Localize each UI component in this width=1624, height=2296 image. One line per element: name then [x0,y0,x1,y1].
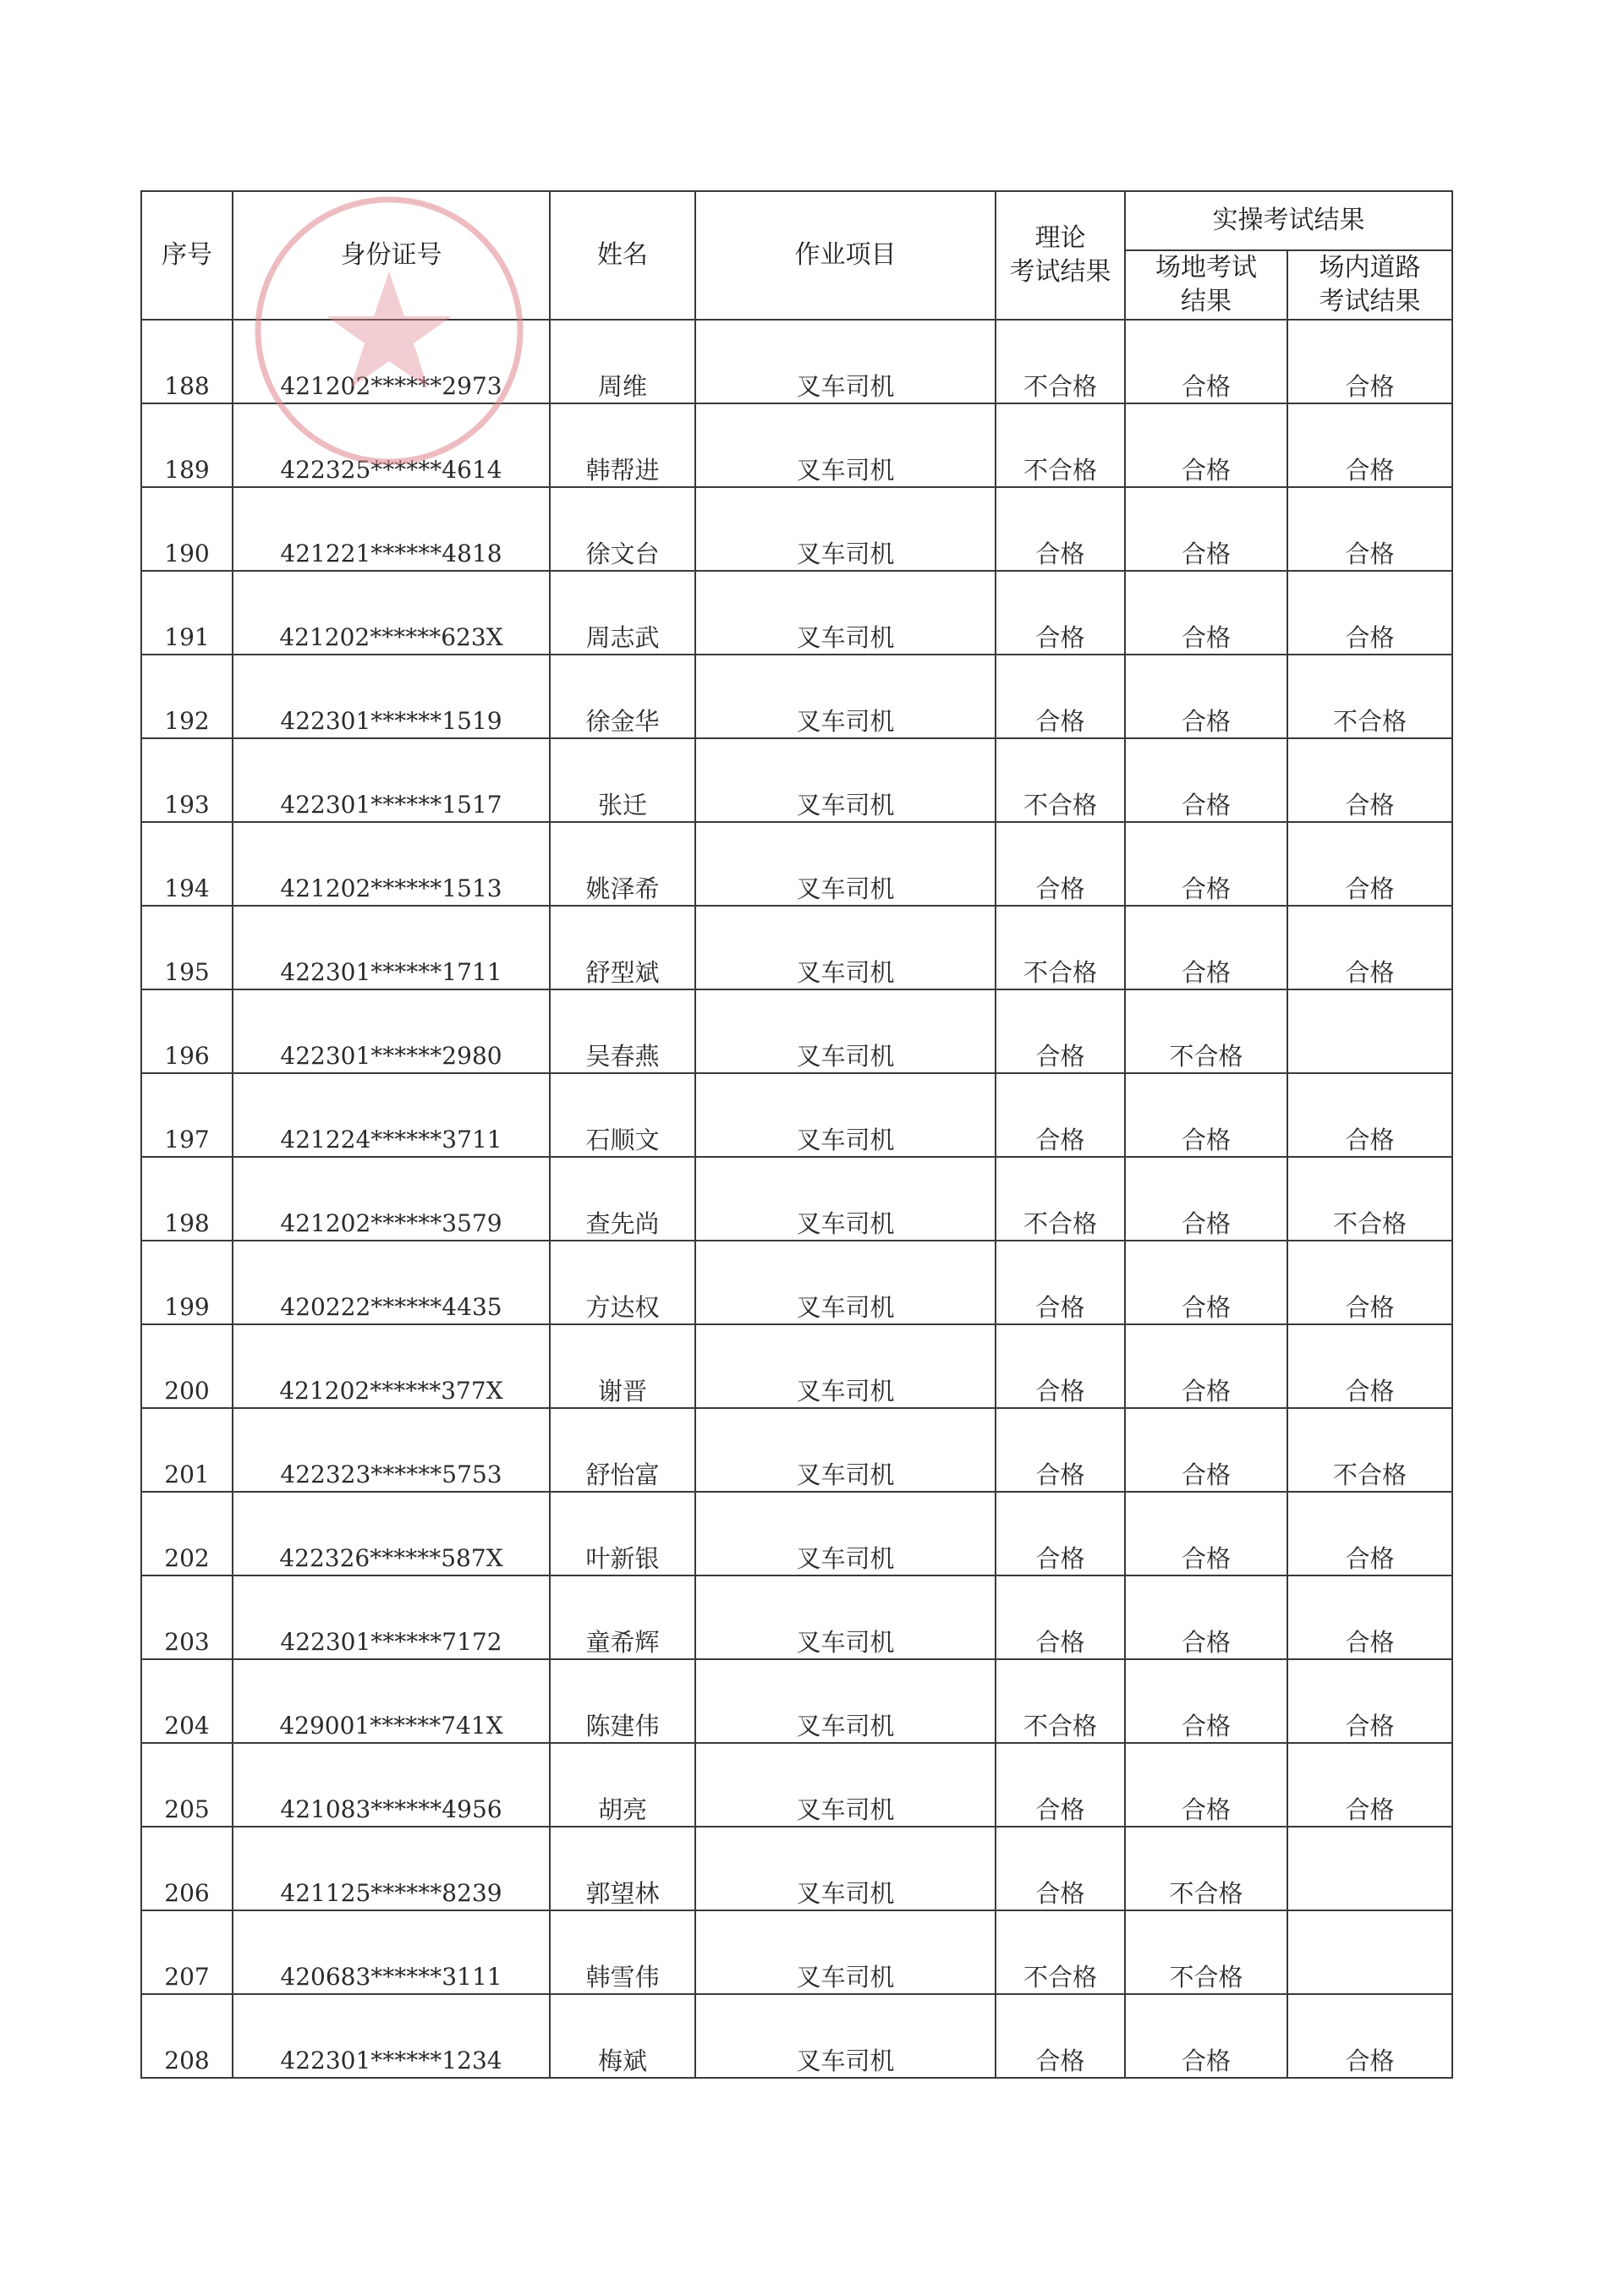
job-cell: 叉车司机 [695,1157,996,1241]
site-result-cell: 合格 [1125,320,1287,403]
theory-result-cell: 合格 [996,989,1125,1073]
id-cell: 421202******377X [233,1324,550,1408]
id-cell: 421224******3711 [233,1073,550,1157]
id-cell: 421202******3579 [233,1157,550,1241]
table-row [141,1994,1452,2078]
job-cell: 叉车司机 [695,571,996,655]
table-row [141,738,1452,822]
table-row [141,906,1452,989]
name-cell: 韩雪伟 [550,1910,695,1994]
site-result-cell: 合格 [1125,1073,1287,1157]
header-theory [996,191,1125,320]
seq-cell: 206 [141,1827,233,1910]
job-cell: 叉车司机 [695,989,996,1073]
header-site [1125,250,1287,320]
table-row [141,989,1452,1073]
table-row [141,1492,1452,1575]
name-cell: 吴春燕 [550,989,695,1073]
name-cell: 查先尚 [550,1157,695,1241]
name-cell: 周维 [550,320,695,403]
header-theory-line2: 考试结果 [1009,257,1111,287]
seq-cell: 191 [141,571,233,655]
name-cell: 方达权 [550,1241,695,1324]
road-result-cell: 合格 [1287,906,1452,989]
road-result-cell: 合格 [1287,822,1452,906]
site-result-cell: 合格 [1125,1743,1287,1827]
table-header [141,191,1452,320]
theory-result-cell: 不合格 [996,738,1125,822]
header-seq: 序号 [141,191,233,320]
table-body [141,320,1452,2078]
seq-cell: 195 [141,906,233,989]
theory-result-cell: 合格 [996,655,1125,738]
id-cell: 420683******3111 [233,1910,550,1994]
site-result-cell: 合格 [1125,403,1287,487]
id-cell: 421083******4956 [233,1743,550,1827]
site-result-cell: 不合格 [1125,989,1287,1073]
name-cell: 姚泽希 [550,822,695,906]
theory-result-cell: 不合格 [996,1910,1125,1994]
table-row [141,571,1452,655]
id-cell: 421202******2973 [233,320,550,403]
theory-result-cell: 合格 [996,571,1125,655]
job-cell: 叉车司机 [695,1492,996,1575]
name-cell: 陈建伟 [550,1659,695,1743]
seq-cell: 200 [141,1324,233,1408]
theory-result-cell: 不合格 [996,1659,1125,1743]
seq-cell: 188 [141,320,233,403]
theory-result-cell: 合格 [996,1073,1125,1157]
name-cell: 徐文台 [550,487,695,571]
job-cell: 叉车司机 [695,822,996,906]
id-cell: 422301******1234 [233,1994,550,2078]
job-cell: 叉车司机 [695,1827,996,1910]
job-cell: 叉车司机 [695,1659,996,1743]
site-result-cell: 合格 [1125,1659,1287,1743]
name-cell: 胡亮 [550,1743,695,1827]
theory-result-cell: 合格 [996,1994,1125,2078]
table-row [141,1157,1452,1241]
seq-cell: 205 [141,1743,233,1827]
road-result-cell: 合格 [1287,320,1452,403]
name-cell: 舒怡富 [550,1408,695,1492]
table-row [141,1073,1452,1157]
theory-result-cell: 合格 [996,487,1125,571]
road-result-cell: 不合格 [1287,655,1452,738]
seq-cell: 203 [141,1575,233,1659]
theory-result-cell: 合格 [996,1408,1125,1492]
id-cell: 422301******1711 [233,906,550,989]
name-cell: 张迁 [550,738,695,822]
seq-cell: 204 [141,1659,233,1743]
seq-cell: 198 [141,1157,233,1241]
job-cell: 叉车司机 [695,1743,996,1827]
id-cell: 421125******8239 [233,1827,550,1910]
job-cell: 叉车司机 [695,403,996,487]
header-theory-line1: 理论 [1034,223,1086,253]
header-practical: 实操考试结果 [1125,191,1452,250]
seq-cell: 190 [141,487,233,571]
theory-result-cell: 合格 [996,1743,1125,1827]
road-result-cell: 合格 [1287,1994,1452,2078]
header-site-line1: 场地考试 [1155,253,1257,282]
site-result-cell: 合格 [1125,1492,1287,1575]
site-result-cell: 合格 [1125,1324,1287,1408]
id-cell: 422326******587X [233,1492,550,1575]
theory-result-cell: 合格 [996,1827,1125,1910]
table-row [141,1241,1452,1324]
exam-results-table [140,190,1453,2079]
job-cell: 叉车司机 [695,738,996,822]
theory-result-cell: 不合格 [996,403,1125,487]
table-row [141,403,1452,487]
id-cell: 420222******4435 [233,1241,550,1324]
seq-cell: 192 [141,655,233,738]
theory-result-cell: 不合格 [996,906,1125,989]
name-cell: 舒型斌 [550,906,695,989]
road-result-cell [1287,1910,1452,1994]
theory-result-cell: 不合格 [996,1157,1125,1241]
table-row [141,1324,1452,1408]
name-cell: 童希辉 [550,1575,695,1659]
job-cell: 叉车司机 [695,1910,996,1994]
id-cell: 421221******4818 [233,487,550,571]
job-cell: 叉车司机 [695,655,996,738]
theory-result-cell: 合格 [996,1492,1125,1575]
job-cell: 叉车司机 [695,1324,996,1408]
site-result-cell: 合格 [1125,1994,1287,2078]
road-result-cell: 合格 [1287,1324,1452,1408]
table-row [141,1910,1452,1994]
road-result-cell [1287,1827,1452,1910]
site-result-cell: 不合格 [1125,1910,1287,1994]
job-cell: 叉车司机 [695,1073,996,1157]
name-cell: 郭望林 [550,1827,695,1910]
id-cell: 421202******1513 [233,822,550,906]
road-result-cell: 合格 [1287,1743,1452,1827]
job-cell: 叉车司机 [695,320,996,403]
job-cell: 叉车司机 [695,906,996,989]
seq-cell: 208 [141,1994,233,2078]
site-result-cell: 合格 [1125,571,1287,655]
job-cell: 叉车司机 [695,1994,996,2078]
name-cell: 叶新银 [550,1492,695,1575]
seq-cell: 199 [141,1241,233,1324]
header-road-line2: 考试结果 [1319,287,1421,316]
seq-cell: 189 [141,403,233,487]
job-cell: 叉车司机 [695,1408,996,1492]
id-cell: 422301******1517 [233,738,550,822]
id-cell: 422323******5753 [233,1408,550,1492]
road-result-cell: 不合格 [1287,1157,1452,1241]
site-result-cell: 合格 [1125,738,1287,822]
site-result-cell: 合格 [1125,487,1287,571]
site-result-cell: 不合格 [1125,1827,1287,1910]
theory-result-cell: 合格 [996,1324,1125,1408]
road-result-cell: 合格 [1287,1241,1452,1324]
table-row [141,487,1452,571]
site-result-cell: 合格 [1125,1157,1287,1241]
header-name: 姓名 [550,191,695,320]
road-result-cell: 合格 [1287,403,1452,487]
road-result-cell: 合格 [1287,738,1452,822]
table-row [141,1827,1452,1910]
road-result-cell: 合格 [1287,1659,1452,1743]
theory-result-cell: 合格 [996,1241,1125,1324]
table-row [141,1659,1452,1743]
seq-cell: 196 [141,989,233,1073]
job-cell: 叉车司机 [695,1241,996,1324]
id-cell: 422325******4614 [233,403,550,487]
table-row [141,1575,1452,1659]
theory-result-cell: 合格 [996,1575,1125,1659]
name-cell: 谢晋 [550,1324,695,1408]
road-result-cell: 不合格 [1287,1408,1452,1492]
table-row [141,1743,1452,1827]
site-result-cell: 合格 [1125,906,1287,989]
site-result-cell: 合格 [1125,1408,1287,1492]
seq-cell: 193 [141,738,233,822]
id-cell: 422301******2980 [233,989,550,1073]
id-cell: 422301******1519 [233,655,550,738]
road-result-cell: 合格 [1287,487,1452,571]
table-row [141,320,1452,403]
road-result-cell: 合格 [1287,1575,1452,1659]
name-cell: 周志武 [550,571,695,655]
road-result-cell [1287,989,1452,1073]
road-result-cell: 合格 [1287,1073,1452,1157]
table-row [141,655,1452,738]
name-cell: 梅斌 [550,1994,695,2078]
site-result-cell: 合格 [1125,1241,1287,1324]
seq-cell: 201 [141,1408,233,1492]
seq-cell: 197 [141,1073,233,1157]
header-id: 身份证号 [233,191,550,320]
theory-result-cell: 不合格 [996,320,1125,403]
table-row [141,822,1452,906]
theory-result-cell: 合格 [996,822,1125,906]
header-road [1287,250,1452,320]
name-cell: 徐金华 [550,655,695,738]
job-cell: 叉车司机 [695,487,996,571]
site-result-cell: 合格 [1125,822,1287,906]
site-result-cell: 合格 [1125,655,1287,738]
id-cell: 429001******741X [233,1659,550,1743]
header-site-line2: 结果 [1181,287,1232,316]
job-cell: 叉车司机 [695,1575,996,1659]
name-cell: 韩帮进 [550,403,695,487]
table-row [141,1408,1452,1492]
road-result-cell: 合格 [1287,1492,1452,1575]
id-cell: 421202******623X [233,571,550,655]
seq-cell: 207 [141,1910,233,1994]
road-result-cell: 合格 [1287,571,1452,655]
name-cell: 石顺文 [550,1073,695,1157]
seq-cell: 202 [141,1492,233,1575]
site-result-cell: 合格 [1125,1575,1287,1659]
header-job: 作业项目 [695,191,996,320]
header-road-line1: 场内道路 [1319,253,1421,282]
seq-cell: 194 [141,822,233,906]
id-cell: 422301******7172 [233,1575,550,1659]
